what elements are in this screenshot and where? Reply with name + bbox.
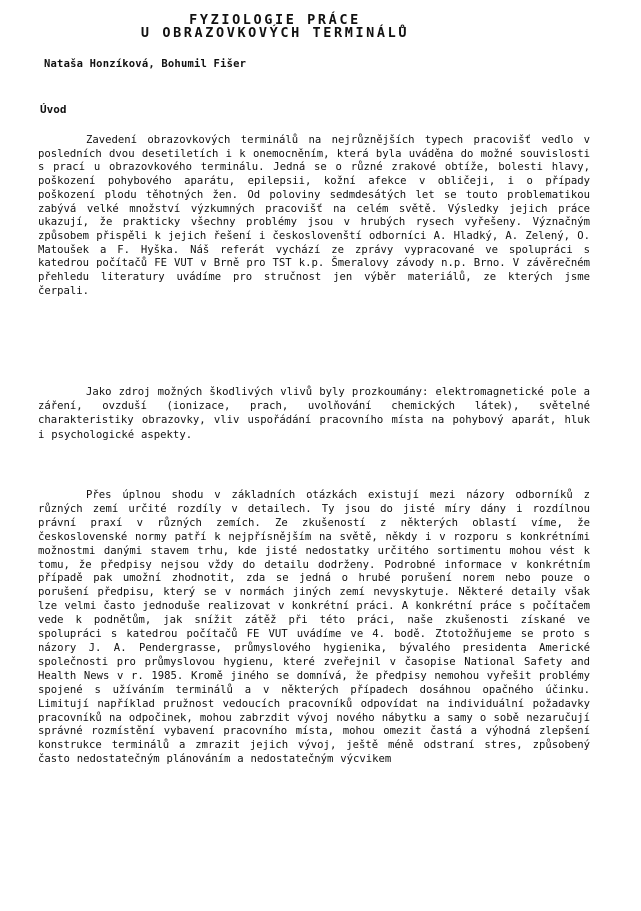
paragraph-3: Přes úplnou shodu v základních otázkách existují mezi názory odborníků z různých zemí určité rozdíly v detailech. Ty jsou do jisté míry dány i rozdílnou právní praxí v různých zemích. Ze zkušeností z některých oblastí víme, že československé normy patří k nejpřísnějším na světě, někdy i v rozporu s konkrétními možnostmi danými stavem trhu, kde jisté nedostatky určitého sortimentu mohou vést k tomu, že předpisy nejsou vždy do detailu dodrženy. Podrobné informace v konkrétním případě pak umožní zhodnotit, zda se jedná o hrubé porušení norem nebo pouze o porušení předpisu, který se v normách jiných zemí nevyskytuje. Některé detaily však lze velmi často jednoduše realizovat v konkrétní práci. A konkrétní práce s počítačem vede k podnětům, jak snížit zátěž při této práci, naše zkušenosti získané ve spolupráci s katedrou počítačů FE VUT uvádíme ve 4. bodě. Ztotožňujeme se proto s názory J. A. Pendergrasse, průmyslového hygienika, bývalého presidenta Americké společnosti pro průmyslovou hygienu, které zveřejnil v časopise National Safety and Health News v r. 1985. Kromě jiného se domnívá, že předpisy nemohou vyřešit problémy spojené s užíváním terminálů a v některých případech dosáhnou opačného účinku. Limitují například pružnost vedoucích pracovníků odpovídat na individuální požadavky pracovníků na odpočinek, mohou zabrzdit vývoj nového nábytku a samy o sobě nezaručují správné rozmístění vybavení pracovního místa, mohou omezit častá a výhodná zlepšení konstrukce terminálů a zmrazit jejich vývoj, ještě méně odstraní stres, způsobený často nedostatečným plánováním a nedostatečným výcvikem — [38, 489, 590, 766]
section-heading: Úvod — [40, 103, 67, 116]
paragraph-1: Zavedení obrazovkových terminálů na nejrůznějších typech pracovišť vedlo v posledních dvou desetiletích i k onemocněním, která byla uváděna do možné souvislosti s prací u obrazovkového terminálu. Jedná se o různé zrakové obtíže, bolesti hlavy, poškození pohybového aparátu, epilepsii, kožní afekce v obličeji, i o případy poškození plodu těhotných žen. Od poloviny sedmdesátých let se touto problematikou zabývá velké množství výzkumných pracovišť na celém světě. Výsledky jejich práce ukazují, že prakticky všechny problémy jsou v hrubých rysech vyřešeny. Význačným způsobem přispěli k jejich řešení i českoslovenští odborníci A. Hladký, A. Zelený, O. Matoušek a F. Hyška. Náš referát vychází ze zprávy vypracované ve spolupráci s katedrou počítačů FE VUT v Brně pro TST k.p. Šmeralovy závody n.p. Brno. V závěrečném přehledu literatury uvádíme pro stručnost jen výběr materiálů, ze kterých jsme čerpali. — [38, 134, 590, 297]
title-line-1: FYZIOLOGIE PRÁCE — [189, 12, 361, 28]
paragraph-2: Jako zdroj možných škodlivých vlivů byly prozkoumány: elektromagnetické pole a záření, ovzduší (ionizace, prach, uvolňování chemických látek), světelné charakteristiky obrazovky, vliv uspořádání pracovního místa na pohybový aparát, hluk i psychologické aspekty. — [38, 386, 590, 441]
document-title — [40, 14, 510, 40]
title-line-2: U OBRAZOVKOVÝCH TERMINÁLŮ — [140, 25, 410, 41]
authors: Nataša Honzíková, Bohumil Fišer — [44, 58, 247, 70]
